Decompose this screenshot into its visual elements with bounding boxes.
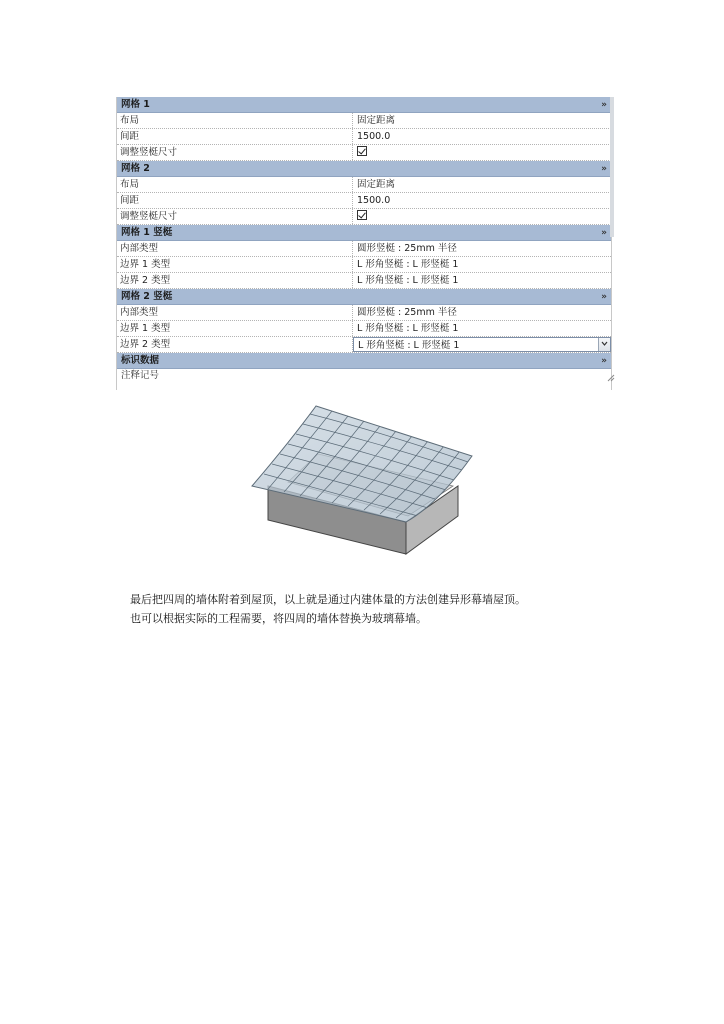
property-value[interactable]: 圆形竖梃 : 25mm 半径 xyxy=(357,307,457,318)
property-row-border1-type[interactable] xyxy=(117,321,611,337)
dropdown-value: L 形角竖梃 : L 形竖梃 1 xyxy=(358,340,460,351)
property-value[interactable]: 固定距离 xyxy=(357,179,396,190)
dropdown-arrow-icon[interactable] xyxy=(598,338,610,351)
property-row-border2-type[interactable] xyxy=(117,273,611,289)
property-row-adjust-mullion[interactable] xyxy=(117,209,611,225)
resize-grip-icon[interactable] xyxy=(607,374,615,382)
collapse-chevron-icon[interactable]: » xyxy=(601,228,607,238)
property-label: 布局 xyxy=(117,177,353,192)
property-row-interior-type[interactable] xyxy=(117,305,611,321)
property-value[interactable]: L 形角竖梃 : L 形竖梃 1 xyxy=(357,275,459,286)
property-label: 调整竖梃尺寸 xyxy=(117,145,353,160)
adjust-mullion-checkbox[interactable] xyxy=(357,146,367,156)
section-title: 网格 2 竖梃 xyxy=(121,291,173,302)
property-row-spacing[interactable] xyxy=(117,193,611,209)
property-label: 边界 1 类型 xyxy=(117,257,353,272)
property-label: 间距 xyxy=(117,129,353,144)
section-header-grid1-mullions[interactable] xyxy=(117,225,611,241)
section-header-grid1[interactable] xyxy=(117,97,611,113)
property-row-border2-type[interactable] xyxy=(117,337,611,353)
section-title: 标识数据 xyxy=(121,355,160,366)
property-row-border1-type[interactable] xyxy=(117,257,611,273)
property-label: 边界 1 类型 xyxy=(117,321,353,336)
border2-type-dropdown[interactable] xyxy=(353,337,611,352)
caption-line-1: 最后把四周的墙体附着到屋顶，以上就是通过内建体量的方法创建异形幕墙屋顶。 xyxy=(130,593,526,606)
property-label: 边界 2 类型 xyxy=(117,337,353,352)
curtain-roof-3d-icon xyxy=(248,404,474,560)
section-title: 网格 2 xyxy=(121,163,150,174)
collapse-chevron-icon[interactable]: » xyxy=(601,164,607,174)
caption-paragraph xyxy=(130,590,526,628)
caption-line-2: 也可以根据实际的工程需要，将四周的墙体替换为玻璃幕墙。 xyxy=(130,612,427,625)
property-row-adjust-mullion[interactable] xyxy=(117,145,611,161)
collapse-chevron-icon[interactable]: » xyxy=(601,292,607,302)
property-value[interactable]: L 形角竖梃 : L 形竖梃 1 xyxy=(357,259,459,270)
property-value[interactable]: 1500.0 xyxy=(357,131,391,142)
collapse-chevron-icon[interactable]: » xyxy=(601,100,607,110)
collapse-chevron-icon[interactable]: » xyxy=(601,356,607,366)
property-label: 内部类型 xyxy=(117,305,353,320)
section-title: 网格 1 xyxy=(121,99,150,110)
properties-panel xyxy=(116,97,612,390)
property-row-truncated[interactable]: 注释记号 xyxy=(121,370,160,381)
property-label: 内部类型 xyxy=(117,241,353,256)
adjust-mullion-checkbox[interactable] xyxy=(357,210,367,220)
property-value xyxy=(353,145,611,160)
property-value[interactable]: L 形角竖梃 : L 形竖梃 1 xyxy=(357,323,459,334)
property-row-layout[interactable] xyxy=(117,177,611,193)
property-row-layout[interactable] xyxy=(117,113,611,129)
section-header-identity-data[interactable] xyxy=(117,353,611,369)
property-label: 调整竖梃尺寸 xyxy=(117,209,353,224)
property-row-interior-type[interactable] xyxy=(117,241,611,257)
panel-scrollbar[interactable] xyxy=(610,97,614,237)
property-value[interactable]: 固定距离 xyxy=(357,115,396,126)
property-label: 间距 xyxy=(117,193,353,208)
property-row-spacing[interactable] xyxy=(117,129,611,145)
property-value[interactable]: 1500.0 xyxy=(357,195,391,206)
section-title: 网格 1 竖梃 xyxy=(121,227,173,238)
section-header-grid2[interactable] xyxy=(117,161,611,177)
property-value[interactable]: 圆形竖梃 : 25mm 半径 xyxy=(357,243,457,254)
property-label: 布局 xyxy=(117,113,353,128)
property-label: 边界 2 类型 xyxy=(117,273,353,288)
property-value xyxy=(353,209,611,224)
section-header-grid2-mullions[interactable] xyxy=(117,289,611,305)
